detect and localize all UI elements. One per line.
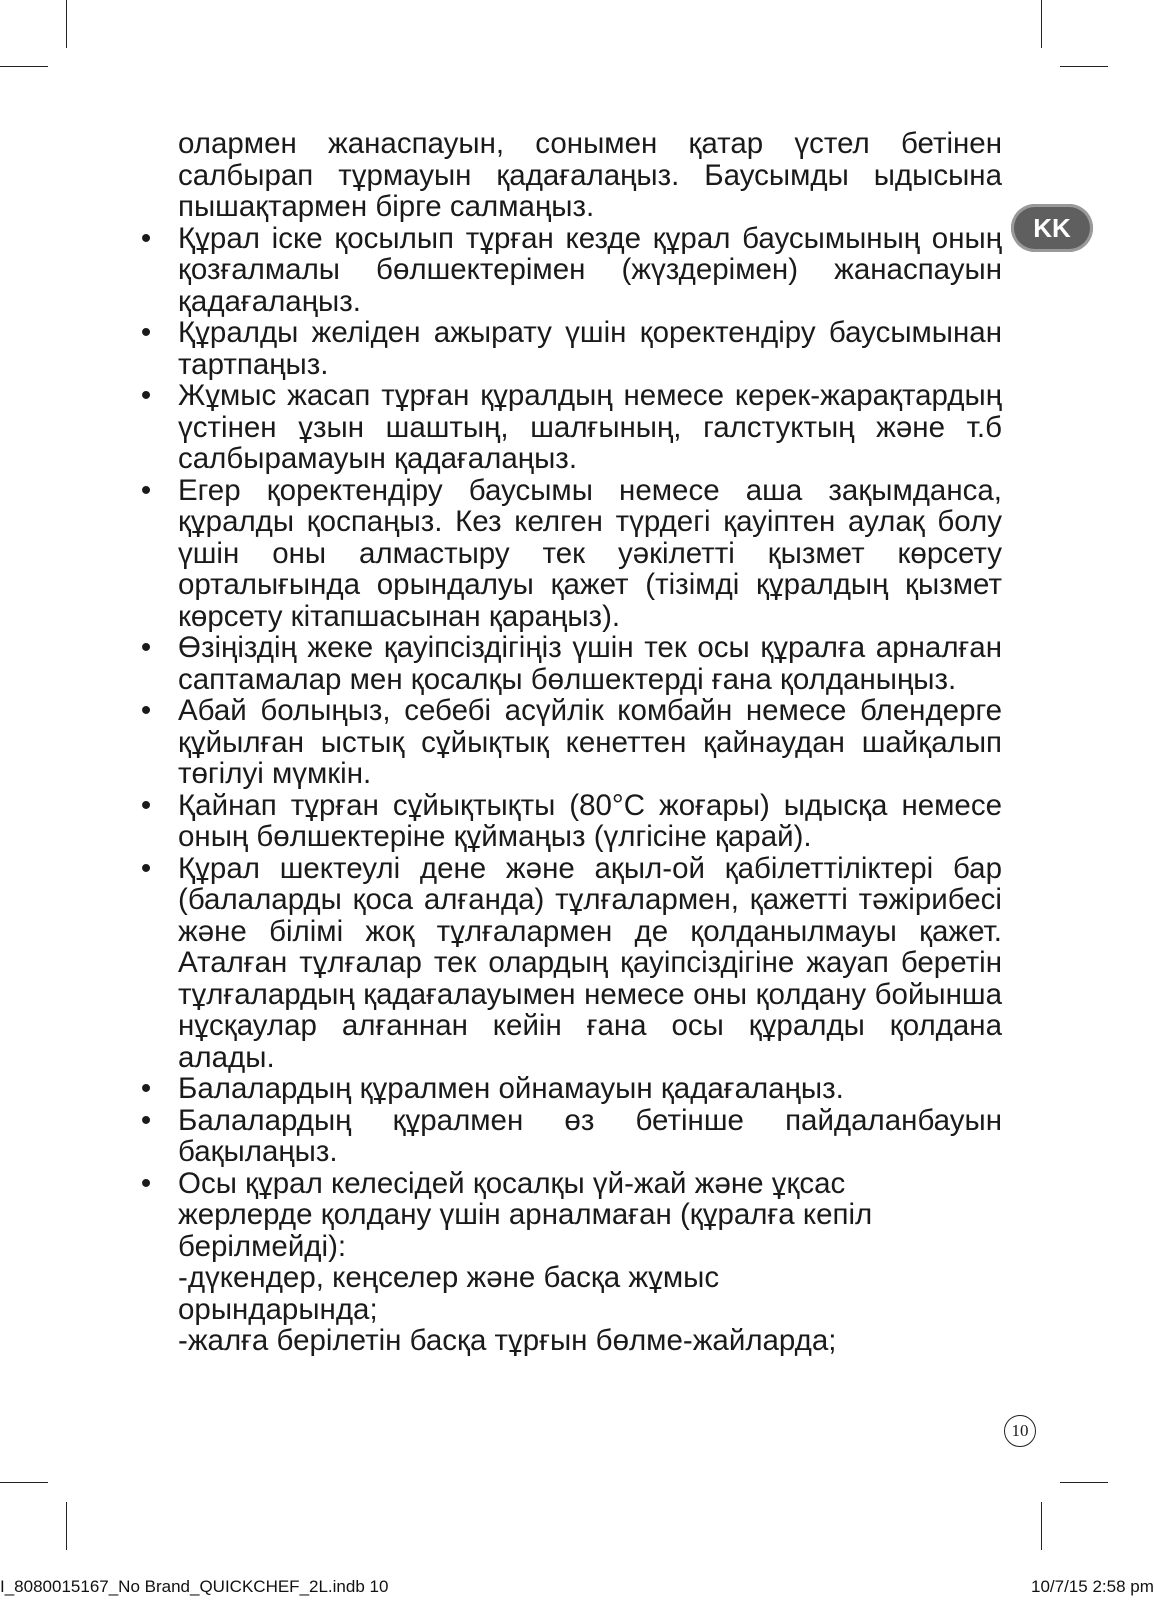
crop-mark [66,1502,67,1550]
crop-mark [66,0,67,48]
footer-file-info: I_8080015167_No Brand_QUICKCHEF_2L.indb 10 [0,1577,389,1596]
bullet-icon: • [140,694,152,727]
list-item [132,1073,1002,1105]
list-item-text: Осы құрал келесідей қосалқы үй-жай және ұқсас жерлерде қолдану үшін арналмаған (құралға кепіл берілмейді): [178,1166,873,1263]
list-item [132,695,1002,790]
list-item [132,632,1002,695]
crop-mark [0,1482,48,1483]
list-item-text: Балалардың құралмен ойнамауын қадағалаңыз. [178,1072,844,1105]
list-item-text: Құрал шектеулі дене және ақыл-ой қабілеттіліктері бар (балаларды қоса алғанда) тұлғалармен, қажетті тәжірибесі және білімі жоқ тұлғалармен де қолданылмауы қажет. Аталған тұлғалар тек олардың қауіпсіздігіне жауап беретін тұлғалардың қадағалауымен немесе оны қолдану бойынша нұсқаулар алғаннан кейін ғана осы құралды қолдана алады. [178,851,1002,1074]
bullet-icon: • [140,1103,152,1137]
language-tab-badge: KK [1011,204,1093,252]
bullet-icon: • [140,473,152,507]
page-number: 10 [1004,1415,1036,1447]
list-item [132,853,1002,1074]
list-item [132,1105,1002,1168]
bullet-icon: • [140,851,152,885]
crop-mark [0,66,48,67]
bullet-icon: • [140,379,152,412]
safety-instructions-list [132,223,1002,1357]
crop-mark [1060,66,1108,67]
sub-item: -жалға берілетін басқа тұрғын бөлме-жайларда; [178,1324,837,1357]
list-item-text: Абай болыңыз, себебі асүйлік комбайн немесе блендерге құйылған ыстық сұйықтық кенеттен қайнаудан шайқалып төгілуі мүмкін. [178,694,1002,790]
bullet-icon: • [140,221,152,255]
crop-mark [1041,0,1042,48]
list-item-text: Құралды желіден ажырату үшін қоректендіру баусымынан тартпаңыз. [178,316,1002,381]
bullet-icon: • [140,788,152,822]
sub-item: -дүкендер, кеңселер және басқа жұмыс орындарында; [178,1261,720,1326]
list-item [132,380,1002,475]
continued-paragraph: олармен жанаспауын, сонымен қатар үстел бетінен салбырап тұрмауын қадағалаңыз. Баусымды ыдысына пышақтармен бірге салмаңыз. [178,127,1002,223]
bullet-icon: • [140,316,152,349]
list-item-text: Өзіңіздің жеке қауіпсіздігіңіз үшін тек осы құралға арналған саптамалар мен қосалқы бөлшектерді ғана қолданыңыз. [178,631,1002,696]
list-item-text: Құрал іске қосылып тұрған кезде құрал баусымының оның қозғалмалы бөлшектерімен (жүздерімен) жанаспауын қадағалаңыз. [178,221,1002,318]
list-item [132,475,1002,633]
list-item [132,223,1002,318]
bullet-icon: • [140,1072,152,1105]
crop-mark [1041,1502,1042,1550]
list-item-text: Егер қоректендіру баусымы немесе аша зақымданса, құралды қоспаңыз. Кез келген түрдегі қауіптен аулақ болу үшін оны алмастыру тек уәкілетті қызмет көрсету орталығында орындалуы қажет (тізімді құралдың қызмет көрсету кітапшасынан қараңыз). [178,473,1002,633]
list-item [132,790,1002,853]
list-item-text: Балалардың құралмен өз бетінше пайдаланбауын бақылаңыз. [178,1103,1002,1168]
bullet-icon: • [140,631,152,664]
list-item-text: Қайнап тұрған сұйықтықты (80°C жоғары) ыдысқа немесе оның бөлшектеріне құймаңыз (үлгісіне қарай). [178,788,1002,853]
bullet-icon: • [140,1166,152,1200]
list-item [132,1168,1002,1357]
page-body [132,128,1002,1357]
list-item [132,317,1002,380]
footer-datetime: 10/7/15 2:58 pm [1031,1577,1154,1596]
crop-mark [1060,1482,1108,1483]
list-item-text: Жұмыс жасап тұрған құралдың немесе керек-жарақтардың үстінен ұзын шаштың, шалғының, галстуктың және т.б салбырамауын қадағалаңыз. [178,379,1002,475]
